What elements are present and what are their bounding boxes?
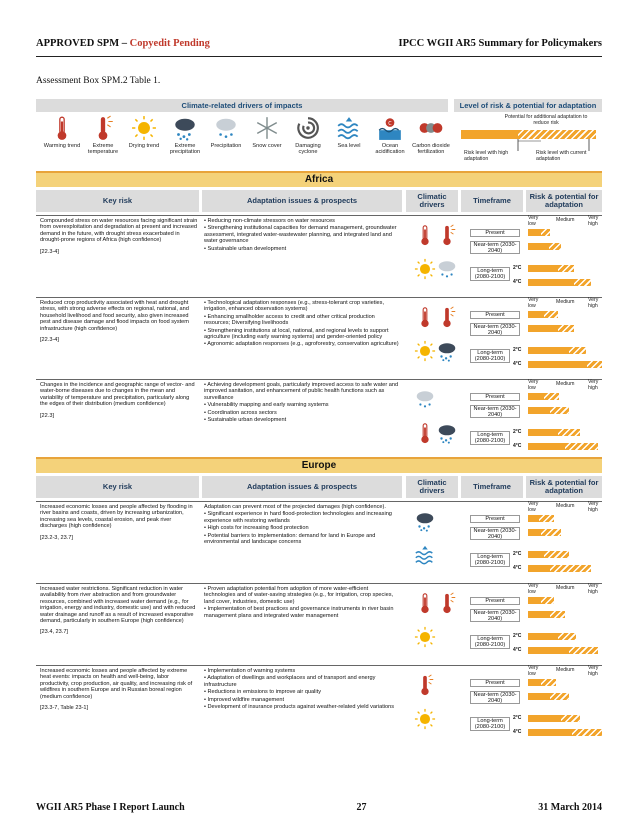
- drivers-banner: Climate-related drivers of impacts: [36, 99, 448, 112]
- degree-2c: 2°C: [513, 429, 522, 435]
- degree-2c: 2°C: [513, 347, 522, 353]
- column-header-adaptation: Adaptation issues & prospects: [202, 476, 402, 498]
- row-driver-icon: [414, 671, 436, 704]
- key-risk-text: [40, 382, 198, 419]
- key-risk-reference: [22.3]: [40, 412, 54, 419]
- risk-bar-near: [528, 243, 549, 250]
- adaptation-item: • Achieving development goals, particularly improved access to safe water and improved sanitation, and enhancement of public health functions such as surveillance: [204, 382, 399, 401]
- risk-bar-long2-potential: [558, 429, 580, 436]
- page-number: 27: [356, 802, 367, 813]
- adaptation-item: • Strengthening institutional capacities for demand management, groundwater assessment, integrated water-wastewater planning, and integrated land and water governance: [204, 225, 397, 245]
- legend-potential-label: Potential for additional adaptation to reduce risk: [504, 114, 588, 126]
- sun-icon: [414, 705, 436, 733]
- scale-very-high: Very high: [588, 215, 599, 227]
- scale-medium: Medium: [556, 667, 575, 673]
- risk-bar-long2-potential: [558, 633, 577, 640]
- driver-sea-level: [327, 115, 371, 167]
- rain-cloud-icon: [414, 385, 436, 413]
- adaptation-item: • Potential barriers to implementation: demand for land in Europe and environmental and landscape concerns: [204, 532, 376, 546]
- timeframe-present: Present: [470, 679, 520, 687]
- footer-right: 31 March 2014: [538, 802, 602, 813]
- legend-bar-hatch: [518, 130, 596, 139]
- risk-bar-long2-potential: [561, 715, 580, 722]
- driver-rain-cloud: [204, 115, 248, 167]
- risk-bar-long4: [528, 647, 569, 654]
- sun-icon: [414, 255, 436, 283]
- risk-bar-present-potential: [541, 229, 550, 236]
- risk-bar-present: [528, 393, 544, 400]
- thermometer-icon: [414, 303, 436, 331]
- sea-level-icon: [414, 541, 436, 569]
- scale-very-low: Very low: [528, 379, 539, 391]
- timeframe-present: Present: [470, 393, 520, 401]
- driver-ocean-acidification: [368, 115, 412, 167]
- risk-table-figure: [36, 99, 602, 792]
- thermometer-icon: [414, 589, 436, 617]
- row-driver-icon: [414, 303, 436, 336]
- row-driver-icon: [436, 303, 458, 336]
- header-rule: [36, 56, 602, 57]
- degree-4c: 4°C: [513, 443, 522, 449]
- key-risk-description: Increased economic losses and people affected by extreme heat events: impacts on health and well-being, labor productivity, crop production, air quality, and increasing risk of wildfires in southern Europe and in Russian boreal region (medium confidence): [40, 668, 193, 700]
- co2-icon: [418, 115, 444, 141]
- risk-bar-near: [528, 693, 550, 700]
- timeframe-near-term: Near-term (2030-2040): [470, 527, 520, 540]
- timeframe-long-term: Long-term (2080-2100): [470, 553, 510, 567]
- timeframe-near-term: Near-term (2030-2040): [470, 405, 520, 418]
- timeframe-long-term: Long-term (2080-2100): [470, 349, 510, 363]
- row-driver-icon: [436, 337, 458, 370]
- scale-very-low: Very low: [528, 501, 539, 513]
- scale-medium: Medium: [556, 381, 575, 387]
- risk-bar-long4-potential: [569, 647, 599, 654]
- row-driver-icon: [436, 589, 458, 622]
- storm-cloud-icon: [414, 507, 436, 535]
- key-risk-text: [40, 300, 198, 343]
- risk-bar-long4: [528, 565, 550, 572]
- risk-bar-long2: [528, 265, 558, 272]
- header-left: APPROVED SPM – Copyedit Pending: [36, 38, 210, 49]
- risk-bar-long2: [528, 551, 544, 558]
- timeframe-present: Present: [470, 229, 520, 237]
- driver-cyclone: [286, 115, 330, 167]
- hot-thermometer-icon: [436, 221, 458, 249]
- risk-bar-present-potential: [541, 597, 554, 604]
- degree-4c: 4°C: [513, 565, 522, 571]
- driver-label: Carbon dioxide fertilization: [412, 143, 450, 156]
- adaptation-item: • Reductions in emissions to improve air quality: [204, 689, 321, 696]
- adaptation-item: • Improved wildfire management: [204, 696, 284, 703]
- degree-2c: 2°C: [513, 551, 522, 557]
- adaptation-item: • Proven adaptation potential from adoption of more water-efficient technologies and of water-saving strategies (e.g., for irrigation, crop species, land cover, industries, domestic use): [204, 586, 394, 605]
- risk-bar-long2: [528, 429, 558, 436]
- column-header-risk: Risk & potential for adaptation: [526, 190, 602, 212]
- scale-medium: Medium: [556, 503, 575, 509]
- risk-bar-long4-potential: [587, 361, 602, 368]
- column-header-timeframe: Timeframe: [461, 190, 523, 212]
- storm-cloud-icon: [436, 419, 458, 447]
- driver-label: Ocean acidification: [375, 143, 405, 156]
- thermometer-icon: [414, 221, 436, 249]
- risk-bar-present: [528, 229, 541, 236]
- snowflake-icon: [254, 115, 280, 141]
- header-right: IPCC WGII AR5 Summary for Policymakers: [398, 38, 602, 49]
- risk-bar-present-potential: [539, 515, 554, 522]
- degree-2c: 2°C: [513, 633, 522, 639]
- adaptation-item: • High costs for increasing flood protection: [204, 525, 309, 532]
- timeframe-long-term: Long-term (2080-2100): [470, 635, 510, 649]
- scale-very-high: Very high: [588, 379, 599, 391]
- row-driver-icon: [414, 705, 436, 738]
- adaptation-item: • Enhancing smallholder access to credit and other critical production resources; Diversifying livelihoods: [204, 313, 375, 327]
- key-risk-text: [40, 218, 198, 255]
- degree-4c: 4°C: [513, 729, 522, 735]
- column-header-key-risk: Key risk: [36, 476, 199, 498]
- driver-label: Precipitation: [210, 143, 242, 149]
- scale-very-low: Very low: [528, 215, 539, 227]
- column-header-timeframe: Timeframe: [461, 476, 523, 498]
- row-driver-icon: [436, 221, 458, 254]
- timeframe-present: Present: [470, 515, 520, 523]
- row-driver-icon: [436, 255, 458, 288]
- timeframe-near-term: Near-term (2030-2040): [470, 609, 520, 622]
- rain-cloud-icon: [213, 115, 239, 141]
- risk-bar-long4-potential: [574, 279, 591, 286]
- box-title: Assessment Box SPM.2 Table 1.: [36, 76, 161, 86]
- risk-bar-near-potential: [550, 693, 569, 700]
- key-risk-description: Reduced crop productivity associated with heat and drought stress, with strong adverse effects on regional, national, and household livelihood and food security, also given increased pest and disease damage and flood impacts on food system infrastructure (high confidence): [40, 300, 189, 332]
- adaptation-item: • Sustainable urban development: [204, 417, 287, 424]
- adaptation-item: • Coordination across sectors: [204, 409, 277, 416]
- svg-text:C: C: [388, 120, 392, 127]
- timeframe-long-term: Long-term (2080-2100): [470, 431, 510, 445]
- ocean-acidification-icon: [377, 115, 403, 141]
- risk-bar-near: [528, 407, 550, 414]
- hot-thermometer-icon: [414, 671, 436, 699]
- row-driver-icon: [414, 507, 436, 540]
- row-driver-icon: [414, 337, 436, 370]
- legend-high-label: Risk level with high adaptation: [464, 150, 509, 162]
- adaptation-item: • Sustainable urban development: [204, 245, 287, 252]
- column-header-drivers: Climatic drivers: [406, 476, 458, 498]
- scale-very-high: Very high: [588, 583, 599, 595]
- legend-current-label: Risk level with current adaptation: [536, 150, 587, 162]
- driver-label: Extreme precipitation: [169, 143, 201, 156]
- driver-label: Drying trend: [128, 143, 160, 149]
- risk-bar-long2-potential: [544, 551, 568, 558]
- footer-left: WGII AR5 Phase I Report Launch: [36, 802, 185, 813]
- key-risk-reference: [22.3-4]: [40, 337, 59, 344]
- scale-medium: Medium: [556, 299, 575, 305]
- driver-label: Snow cover: [252, 143, 282, 149]
- region-header-europe: Europe: [36, 457, 602, 473]
- risk-bar-present: [528, 311, 544, 318]
- risk-bar-present-potential: [544, 393, 559, 400]
- driver-hot-thermometer: [81, 115, 125, 167]
- key-risk-description: Increased economic losses and people affected by flooding in river basins and coasts, driven by increasing urbanization, increasing sea levels, coastal erosion, and peak river discharges (high confidence): [40, 504, 193, 530]
- adaptation-list: [204, 218, 400, 253]
- risk-bar-long4: [528, 443, 565, 450]
- timeframe-present: Present: [470, 311, 520, 319]
- scale-very-high: Very high: [588, 501, 599, 513]
- row-driver-icon: [436, 419, 458, 452]
- thermometer-icon: [414, 419, 436, 447]
- key-risk-description: Changes in the incidence and geographic range of vector- and water-borne diseases due to changes in the mean and variability of temperature and precipitation, particularly along the edges of their distribution (medium confidence): [40, 382, 195, 408]
- sea-level-icon: [336, 115, 362, 141]
- driver-snowflake: [245, 115, 289, 167]
- adaptation-list: [204, 586, 400, 620]
- timeframe-near-term: Near-term (2030-2040): [470, 241, 520, 254]
- page-header: [36, 38, 602, 56]
- risk-bar-present: [528, 679, 541, 686]
- risk-bar-near-potential: [550, 407, 569, 414]
- degree-4c: 4°C: [513, 361, 522, 367]
- risk-bar-near-potential: [541, 529, 561, 536]
- scale-very-low: Very low: [528, 297, 539, 309]
- adaptation-item: • Development of insurance products against weather-related yield variations: [204, 704, 395, 711]
- risk-bar-long2: [528, 347, 569, 354]
- risk-bar-present-potential: [541, 679, 556, 686]
- key-risk-reference: [23.4, 23.7]: [40, 629, 68, 636]
- risk-bar-present: [528, 597, 541, 604]
- row-driver-icon: [414, 221, 436, 254]
- risk-bar-long4: [528, 361, 587, 368]
- hot-thermometer-icon: [436, 303, 458, 331]
- adaptation-item: • Adaptation of dwellings and workplaces and of transport and energy infrastructure: [204, 675, 376, 688]
- scale-very-high: Very high: [588, 297, 599, 309]
- driver-label: Extreme temperature: [87, 143, 119, 156]
- risk-bar-present-potential: [544, 311, 557, 318]
- row-driver-icon: [414, 385, 436, 418]
- scale-medium: Medium: [556, 585, 575, 591]
- timeframe-near-term: Near-term (2030-2040): [470, 323, 520, 336]
- row-driver-icon: [414, 255, 436, 288]
- sun-icon: [131, 115, 157, 141]
- cyclone-icon: [295, 115, 321, 141]
- adaptation-item: • Strengthening institutions at local, national, and regional levels to support agriculture (including early warning systems) and gender-oriented policy: [204, 327, 389, 341]
- sun-icon: [414, 337, 436, 365]
- key-risk-text: [40, 504, 198, 541]
- degree-2c: 2°C: [513, 265, 522, 271]
- risk-bar-near-potential: [549, 243, 562, 250]
- thermometer-icon: [49, 115, 75, 141]
- storm-cloud-icon: [436, 337, 458, 365]
- risk-bar-long2: [528, 633, 558, 640]
- timeframe-present: Present: [470, 597, 520, 605]
- risk-bar-near: [528, 611, 550, 618]
- timeframe-long-term: Long-term (2080-2100): [470, 717, 510, 731]
- key-risk-reference: [23.2-3, 23.7]: [40, 534, 73, 541]
- legend-banner: Level of risk & potential for adaptation: [454, 99, 602, 112]
- risk-bar-present: [528, 515, 539, 522]
- degree-2c: 2°C: [513, 715, 522, 721]
- adaptation-item: • Reducing non-climate stressors on water resources: [204, 218, 335, 224]
- adaptation-list: [204, 504, 400, 546]
- storm-cloud-icon: [172, 115, 198, 141]
- driver-label: Damaging cyclone: [295, 143, 321, 156]
- key-risk-text: [40, 586, 198, 636]
- hot-thermometer-icon: [90, 115, 116, 141]
- risk-bar-long4-potential: [550, 565, 591, 572]
- driver-sun: [122, 115, 166, 167]
- rain-cloud-icon: [436, 255, 458, 283]
- column-header-key-risk: Key risk: [36, 190, 199, 212]
- adaptation-item: • Significant experience in hard flood-protection technologies and increasing experience with restoring wetlands: [204, 511, 392, 524]
- risk-bar-long2-potential: [558, 265, 574, 272]
- degree-4c: 4°C: [513, 647, 522, 653]
- scale-very-low: Very low: [528, 665, 539, 677]
- risk-bar-long4-potential: [565, 443, 598, 450]
- driver-thermometer: [40, 115, 84, 167]
- degree-4c: 4°C: [513, 279, 522, 285]
- adaptation-item: • Vulnerability mapping and early warning systems: [204, 402, 329, 409]
- timeframe-long-term: Long-term (2080-2100): [470, 267, 510, 281]
- driver-label: Warming trend: [43, 143, 81, 149]
- row-driver-icon: [414, 541, 436, 574]
- risk-bar-near-potential: [550, 611, 565, 618]
- copyedit-status: Copyedit Pending: [129, 38, 210, 49]
- key-risk-reference: [22.3-4]: [40, 248, 59, 255]
- driver-co2: [409, 115, 453, 167]
- key-risk-reference: [23.3-7, Table 23-1]: [40, 705, 89, 712]
- timeframe-near-term: Near-term (2030-2040): [470, 691, 520, 704]
- column-header-risk: Risk & potential for adaptation: [526, 476, 602, 498]
- adaptation-list: [204, 382, 400, 424]
- scale-very-low: Very low: [528, 583, 539, 595]
- adaptation-item: • Implementation of best practices and governance instruments in river basin management plans and integrated water management: [204, 606, 394, 619]
- adaptation-item: • Implementation of warning systems: [204, 668, 296, 674]
- column-header-drivers: Climatic drivers: [406, 190, 458, 212]
- column-header-adaptation: Adaptation issues & prospects: [202, 190, 402, 212]
- risk-bar-long2: [528, 715, 561, 722]
- key-risk-text: [40, 668, 198, 711]
- risk-bar-near-potential: [558, 325, 574, 332]
- scale-very-high: Very high: [588, 665, 599, 677]
- risk-bar-long4: [528, 279, 574, 286]
- risk-bar-long2-potential: [569, 347, 586, 354]
- key-risk-description: Compounded stress on water resources facing significant strain from overexploitation and degradation at present and increased demand in the future, with drought stress exacerbated in drought-prone regions of Africa (high confidence): [40, 218, 198, 244]
- risk-bar-long4-potential: [572, 729, 602, 736]
- adaptation-item: • Technological adaptation responses (e.g., stress-tolerant crop varieties, irrigation, enhanced observation systems): [204, 300, 385, 313]
- risk-bar-long4: [528, 729, 572, 736]
- risk-bar-near: [528, 529, 541, 536]
- adaptation-list: [204, 300, 400, 349]
- adaptation-item: • Agronomic adaptation responses (e.g., agroforestry, conservation agriculture): [204, 341, 399, 348]
- key-risk-description: Increased water restrictions. Significant reduction in water availability from river abstraction and from groundwater resources, combined with increased water demand (e.g., for irrigation, energy and industry, domestic use) and with reduced water drainage and runoff as a result of increased evaporative demand, particularly in southern Europe (high confidence): [40, 586, 196, 625]
- adaptation-item: Adaptation can prevent most of the projected damages (high confidence).: [204, 504, 386, 510]
- sun-icon: [414, 623, 436, 651]
- row-driver-icon: [414, 589, 436, 622]
- scale-medium: Medium: [556, 217, 575, 223]
- driver-label: Sea level: [337, 143, 361, 149]
- adaptation-list: [204, 668, 400, 711]
- region-header-africa: Africa: [36, 171, 602, 187]
- page-footer: [36, 802, 602, 813]
- row-driver-icon: [414, 419, 436, 452]
- row-driver-icon: [414, 623, 436, 656]
- hot-thermometer-icon: [436, 589, 458, 617]
- driver-storm-cloud: [163, 115, 207, 167]
- risk-bar-near: [528, 325, 558, 332]
